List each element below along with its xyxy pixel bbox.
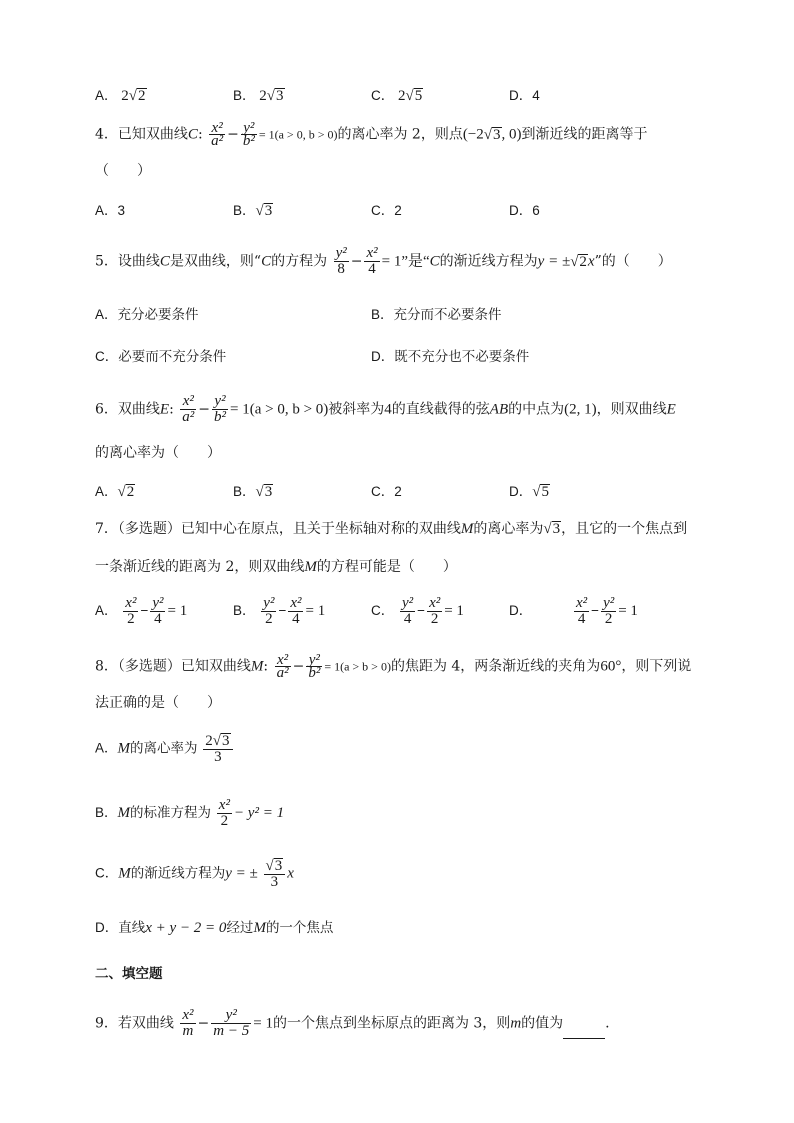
q7-option-d: D． $\frac{\text{x²}}{4}$ − $\frac{\text{y²}}{2}$ = 1	[509, 595, 638, 627]
q7-option-c: C． $\frac{\text{y²}}{4}$ − $\frac{\text{x²}}{2}$ = 1	[371, 595, 464, 627]
q6-option-d: D．√5	[509, 484, 549, 500]
question-6: 6．双曲线E: $\frac{\text{x²}}{\text{a²}}$ − $\frac{\text{y²}}{\text{b²}}$ = 1(a > 0, b > 0)被斜率为4的直线截得的弦AB的中点为(2, 1)，则双曲线E	[95, 393, 676, 425]
question-7: 7．（多选题）已知中心在原点，且关于坐标轴对称的双曲线M的离心率为√3，且它的一个焦点到	[95, 521, 688, 537]
question-8-line2: 法正确的是（ ）	[95, 695, 221, 711]
question-9: 9．若双曲线 $\frac{\text{x²}}{m}$ − $\frac{\text{y²}}{m - 5}$ = 1的一个焦点到坐标原点的距离为 3，则m的值为 .	[95, 1007, 610, 1039]
option-label: A．	[95, 88, 118, 103]
q5-option-a: A．充分必要条件	[95, 307, 199, 322]
q5-option-b: B．充分而不必要条件	[371, 307, 502, 322]
q8-option-a: A．M的离心率为 $\frac{2√3}{3}$	[95, 733, 235, 765]
section-heading: 二、填空题	[95, 966, 163, 981]
answer-blank[interactable]	[563, 1024, 605, 1039]
fraction: $\frac{\text{x²}}{\text{a²}}$	[211, 120, 224, 149]
q3-option-c: C． 2√5	[371, 88, 423, 104]
q8-option-d: D．直线x + y − 2 = 0经过M的一个焦点	[95, 920, 334, 936]
q6-option-b: B．√3	[233, 484, 273, 500]
q4-option-b: B．√3	[233, 203, 273, 219]
q3-option-a: A． 2√2	[95, 88, 146, 104]
question-8: 8．（多选题）已知双曲线M: $\frac{\text{x²}}{\text{a²}}$ − $\frac{\text{y²}}{\text{b²}}$ = 1(a > b > 0)的焦距为 4，两条渐近线的夹角为60°，则下列说	[95, 652, 692, 681]
question-7-line2: 一条渐近线的距离为 2，则双曲线M的方程可能是（ ）	[95, 559, 457, 575]
q7-option-b: B． $\frac{\text{y²}}{2}$ − $\frac{\text{x²}}{4}$ = 1	[233, 595, 326, 627]
question-4: 4．已知双曲线C: $\frac{\text{x²}}{\text{a²}}$ − $\frac{\text{y²}}{\text{b²}}$ = 1(a > 0, b > 0)的离心率为 2，则点(−2√3, 0)到渐近线的距离等于	[95, 120, 648, 149]
q5-option-c: C．必要而不充分条件	[95, 349, 227, 364]
q8-option-c: C．M的渐近线方程为y = ± $\frac{√3}{3}$ x	[95, 858, 294, 890]
q3-option-d: D．4	[509, 88, 540, 103]
question-5: 5．设曲线C是双曲线，则“C的方程为 $\frac{\text{y²}}{8}$ − $\frac{\text{x²}}{4}$ = 1”是“C的渐近线方程为y = ±√2x”的（ ）	[95, 245, 672, 277]
sqrt: √2	[128, 88, 146, 104]
question-6-line2: 的离心率为（ ）	[95, 445, 221, 461]
q8-option-b: B．M的标准方程为 $\frac{\text{x²}}{2}$ − y² = 1	[95, 797, 285, 829]
q7-option-a: A． $\frac{\text{x²}}{2}$ − $\frac{\text{y²}}{4}$ = 1	[95, 595, 188, 627]
q4-option-c: C．2	[371, 203, 402, 218]
question-4-paren: （ ）	[95, 163, 151, 179]
q5-option-d: D．既不充分也不必要条件	[371, 349, 530, 364]
q3-option-b: B． 2√3	[233, 88, 284, 104]
q6-option-c: C．2	[371, 484, 402, 499]
q6-option-a: A．√2	[95, 484, 135, 500]
q4-option-a: A．3	[95, 203, 126, 218]
q4-option-d: D．6	[509, 203, 540, 218]
